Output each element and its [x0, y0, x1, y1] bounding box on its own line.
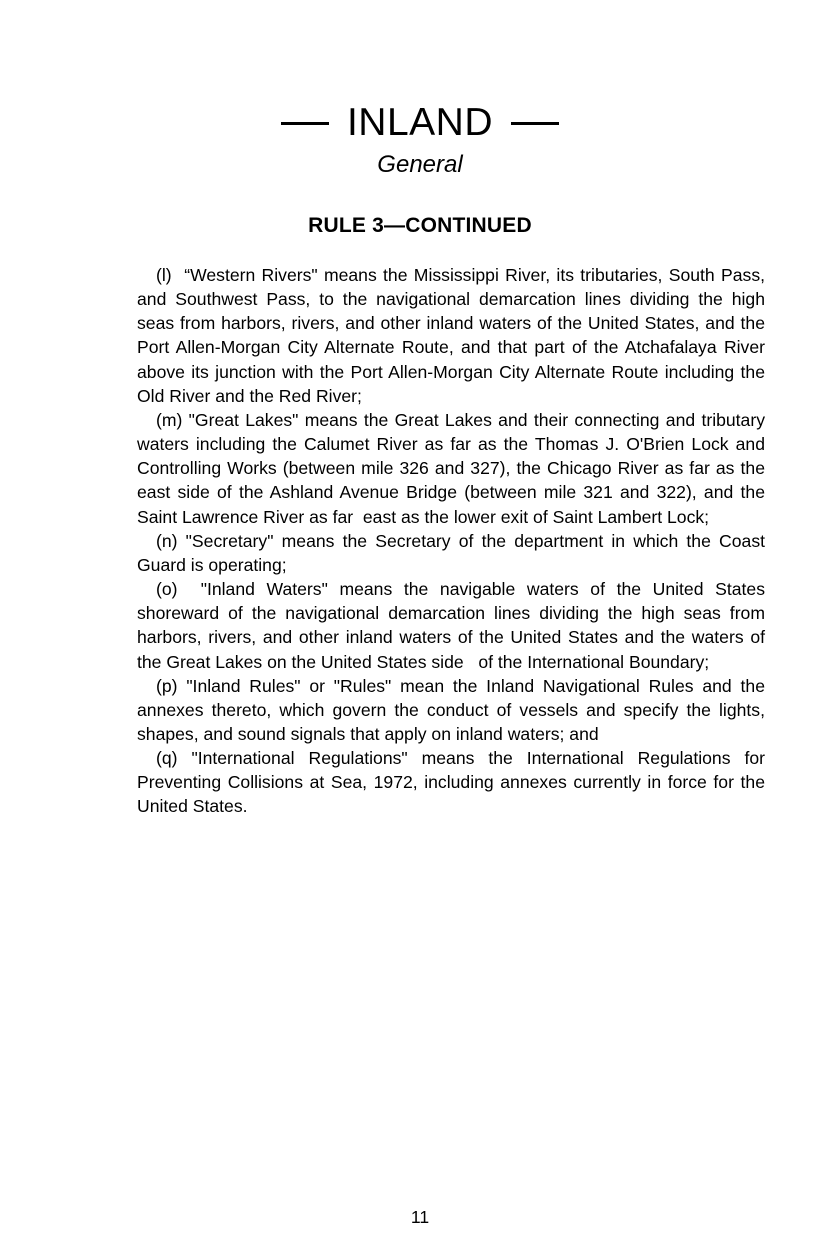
- paragraph-o: (o) "Inland Waters" means the navigable waters of the United States shoreward of the navigational demarcation lines dividing the high seas from harbors, rivers, and other inland waters of the United States and the waters of the Great Lakes on the United States side of the International Boundary;: [137, 579, 770, 672]
- paragraph-q: (q) "International Regulations" means the International Regulations for Preventing Collisions at Sea, 1972, including annexes currently in force for the United States.: [137, 748, 770, 817]
- paragraph-n: (n) "Secretary" means the Secretary of the department in which the Coast Guard is operating;: [137, 530, 770, 575]
- page-masthead: [0, 100, 840, 180]
- section-heading: RULE 3—CONTINUED: [308, 214, 532, 237]
- page-number: 11: [410, 1207, 430, 1227]
- horizontal-rule-right-icon: [511, 122, 559, 125]
- horizontal-rule-left-icon: [281, 122, 329, 125]
- paragraph-l: (l) “Western Rivers" means the Mississippi River, its tributaries, South Pass, and Southwest Pass, to the navigational demarcation lines dividing the high seas from harbors, rivers, and other inland waters of the United States, and the Port Allen-Morgan City Alternate Route, and that part of the Atchafalaya River above its junction with the Port Allen-Morgan City Alternate Route including the Old River and the Red River;: [137, 265, 770, 406]
- page-subtitle: General: [377, 151, 463, 178]
- body-text-block: [137, 263, 770, 819]
- page-title: INLAND: [346, 101, 494, 144]
- paragraph-p: (p) "Inland Rules" or "Rules" mean the Inland Navigational Rules and the annexes thereto, which govern the conduct of vessels and specify the lights, shapes, and sound signals that apply on inland waters; and: [137, 675, 770, 744]
- masthead-title-row: [0, 100, 840, 146]
- paragraph-m: (m) "Great Lakes" means the Great Lakes and their connecting and tributary waters including the Calumet River as far as the Thomas J. O'Brien Lock and Controlling Works (between mile 326 and 327), the Chicago River as far as the east side of the Ashland Avenue Bridge (between mile 321 and 322), and the Saint Lawrence River as far east as the lower exit of Saint Lambert Lock;: [137, 409, 770, 527]
